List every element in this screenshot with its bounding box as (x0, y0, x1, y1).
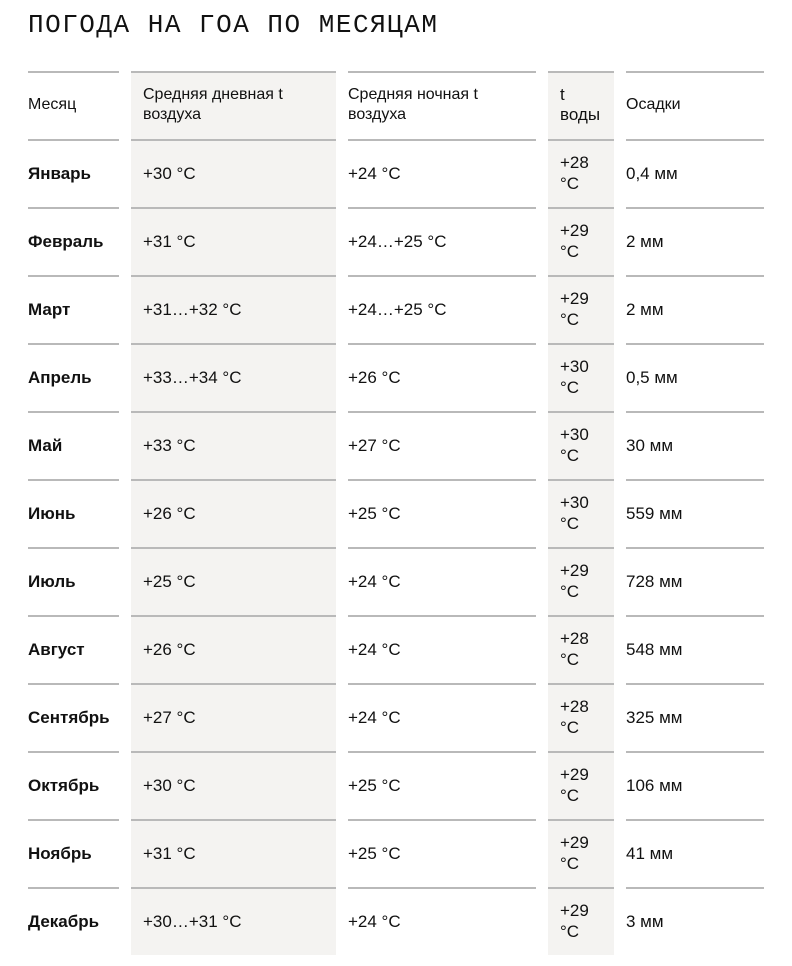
cell-day-temp-value: +25 °C (143, 571, 196, 591)
table-row (28, 343, 764, 411)
weather-table (28, 71, 764, 955)
page-title: ПОГОДА НА ГОА ПО МЕСЯЦАМ (28, 10, 439, 40)
cell-month (28, 683, 119, 751)
cell-water-temp-value: +29 °C (560, 765, 589, 805)
cell-rain-value: 106 мм (626, 775, 683, 795)
header-cell-night-temp (348, 71, 536, 139)
cell-night-temp (348, 207, 536, 275)
cell-month-value: Июль (28, 571, 76, 591)
cell-rain (626, 751, 764, 819)
cell-day-temp (131, 683, 336, 751)
cell-rain (626, 275, 764, 343)
cell-day-temp-value: +27 °C (143, 707, 196, 727)
cell-night-temp (348, 751, 536, 819)
cell-rain-value: 728 мм (626, 571, 683, 591)
header-cell-month (28, 71, 119, 139)
cell-month (28, 207, 119, 275)
table-row (28, 275, 764, 343)
cell-water-temp (548, 615, 614, 683)
cell-night-temp-value: +24…+25 °C (348, 231, 447, 251)
cell-month (28, 751, 119, 819)
cell-day-temp (131, 275, 336, 343)
table-row (28, 207, 764, 275)
cell-water-temp (548, 751, 614, 819)
table-row (28, 139, 764, 207)
cell-day-temp-value: +30 °C (143, 163, 196, 183)
cell-day-temp (131, 411, 336, 479)
cell-night-temp (348, 479, 536, 547)
cell-month (28, 615, 119, 683)
cell-water-temp (548, 819, 614, 887)
cell-rain (626, 819, 764, 887)
cell-water-temp-value: +29 °C (560, 289, 589, 329)
cell-night-temp-value: +26 °C (348, 367, 401, 387)
cell-month-value: Апрель (28, 367, 92, 387)
cell-rain (626, 887, 764, 955)
cell-month-value: Декабрь (28, 911, 100, 931)
cell-rain-value: 2 мм (626, 231, 664, 251)
cell-rain (626, 411, 764, 479)
cell-day-temp (131, 751, 336, 819)
cell-night-temp (348, 343, 536, 411)
cell-water-temp-value: +29 °C (560, 833, 589, 873)
header-month-label: Месяц (28, 96, 77, 113)
cell-water-temp (548, 275, 614, 343)
cell-night-temp-value: +24 °C (348, 639, 401, 659)
cell-rain-value: 0,5 мм (626, 367, 678, 387)
cell-day-temp (131, 479, 336, 547)
cell-day-temp (131, 887, 336, 955)
table-row (28, 683, 764, 751)
table-row (28, 547, 764, 615)
cell-month (28, 547, 119, 615)
table-row (28, 615, 764, 683)
cell-month (28, 139, 119, 207)
cell-rain (626, 343, 764, 411)
cell-water-temp (548, 479, 614, 547)
cell-rain (626, 207, 764, 275)
cell-month-value: Январь (28, 163, 92, 183)
cell-day-temp-value: +26 °C (143, 503, 196, 523)
cell-month-value: Февраль (28, 231, 104, 251)
cell-water-temp-value: +28 °C (560, 629, 589, 669)
cell-month-value: Ноябрь (28, 843, 92, 863)
cell-water-temp (548, 683, 614, 751)
header-day-temp-label: Средняя дневная t воздуха (143, 86, 283, 123)
cell-month (28, 275, 119, 343)
header-night-temp-label: Средняя ночная t воздуха (348, 86, 478, 123)
cell-day-temp (131, 615, 336, 683)
cell-day-temp-value: +31 °C (143, 843, 196, 863)
cell-night-temp-value: +24 °C (348, 707, 401, 727)
table-row (28, 479, 764, 547)
cell-night-temp (348, 275, 536, 343)
cell-night-temp (348, 547, 536, 615)
cell-day-temp-value: +33…+34 °C (143, 367, 242, 387)
cell-night-temp-value: +25 °C (348, 775, 401, 795)
cell-water-temp-value: +29 °C (560, 221, 589, 261)
table-row (28, 887, 764, 955)
cell-night-temp (348, 683, 536, 751)
cell-month-value: Август (28, 639, 85, 659)
cell-night-temp-value: +24 °C (348, 571, 401, 591)
cell-day-temp-value: +31 °C (143, 231, 196, 251)
cell-water-temp (548, 139, 614, 207)
cell-month-value: Сентябрь (28, 707, 110, 727)
cell-night-temp (348, 819, 536, 887)
cell-rain (626, 139, 764, 207)
cell-night-temp (348, 139, 536, 207)
cell-day-temp (131, 207, 336, 275)
cell-night-temp (348, 615, 536, 683)
cell-rain-value: 0,4 мм (626, 163, 678, 183)
cell-day-temp (131, 139, 336, 207)
table-header-row (28, 71, 764, 139)
cell-month (28, 411, 119, 479)
cell-water-temp-value: +30 °C (560, 425, 589, 465)
cell-rain (626, 547, 764, 615)
cell-rain-value: 3 мм (626, 911, 664, 931)
cell-night-temp-value: +25 °C (348, 843, 401, 863)
cell-rain-value: 325 мм (626, 707, 683, 727)
cell-water-temp-value: +30 °C (560, 357, 589, 397)
cell-water-temp-value: +29 °C (560, 901, 589, 941)
cell-day-temp-value: +30 °C (143, 775, 196, 795)
cell-rain-value: 41 мм (626, 843, 674, 863)
cell-night-temp-value: +24 °C (348, 911, 401, 931)
header-cell-water-temp (548, 71, 614, 139)
cell-night-temp-value: +25 °C (348, 503, 401, 523)
cell-water-temp (548, 887, 614, 955)
cell-rain-value: 548 мм (626, 639, 683, 659)
cell-water-temp-value: +28 °C (560, 697, 589, 737)
cell-night-temp-value: +27 °C (348, 435, 401, 455)
cell-night-temp (348, 411, 536, 479)
cell-month (28, 479, 119, 547)
cell-day-temp (131, 343, 336, 411)
cell-night-temp-value: +24…+25 °C (348, 299, 447, 319)
cell-rain (626, 479, 764, 547)
cell-month (28, 343, 119, 411)
cell-day-temp (131, 819, 336, 887)
cell-day-temp (131, 547, 336, 615)
cell-rain (626, 683, 764, 751)
header-cell-day-temp (131, 71, 336, 139)
cell-rain-value: 2 мм (626, 299, 664, 319)
cell-water-temp (548, 411, 614, 479)
cell-month-value: Март (28, 299, 71, 319)
cell-day-temp-value: +33 °C (143, 435, 196, 455)
cell-water-temp-value: +28 °C (560, 153, 589, 193)
cell-month-value: Май (28, 435, 63, 455)
cell-rain-value: 559 мм (626, 503, 683, 523)
cell-day-temp-value: +31…+32 °C (143, 299, 242, 319)
table-row (28, 751, 764, 819)
cell-month (28, 819, 119, 887)
cell-month-value: Июнь (28, 503, 76, 523)
table-row (28, 819, 764, 887)
header-rain-label: Осадки (626, 96, 681, 113)
table-row (28, 411, 764, 479)
cell-day-temp-value: +26 °C (143, 639, 196, 659)
header-cell-rain (626, 71, 764, 139)
cell-rain (626, 615, 764, 683)
cell-night-temp-value: +24 °C (348, 163, 401, 183)
cell-water-temp (548, 547, 614, 615)
cell-month-value: Октябрь (28, 775, 100, 795)
cell-water-temp (548, 207, 614, 275)
header-water-temp-label: t воды (560, 85, 601, 124)
cell-water-temp (548, 343, 614, 411)
cell-water-temp-value: +29 °C (560, 561, 589, 601)
cell-water-temp-value: +30 °C (560, 493, 589, 533)
cell-day-temp-value: +30…+31 °C (143, 911, 242, 931)
cell-month (28, 887, 119, 955)
cell-night-temp (348, 887, 536, 955)
cell-rain-value: 30 мм (626, 435, 674, 455)
